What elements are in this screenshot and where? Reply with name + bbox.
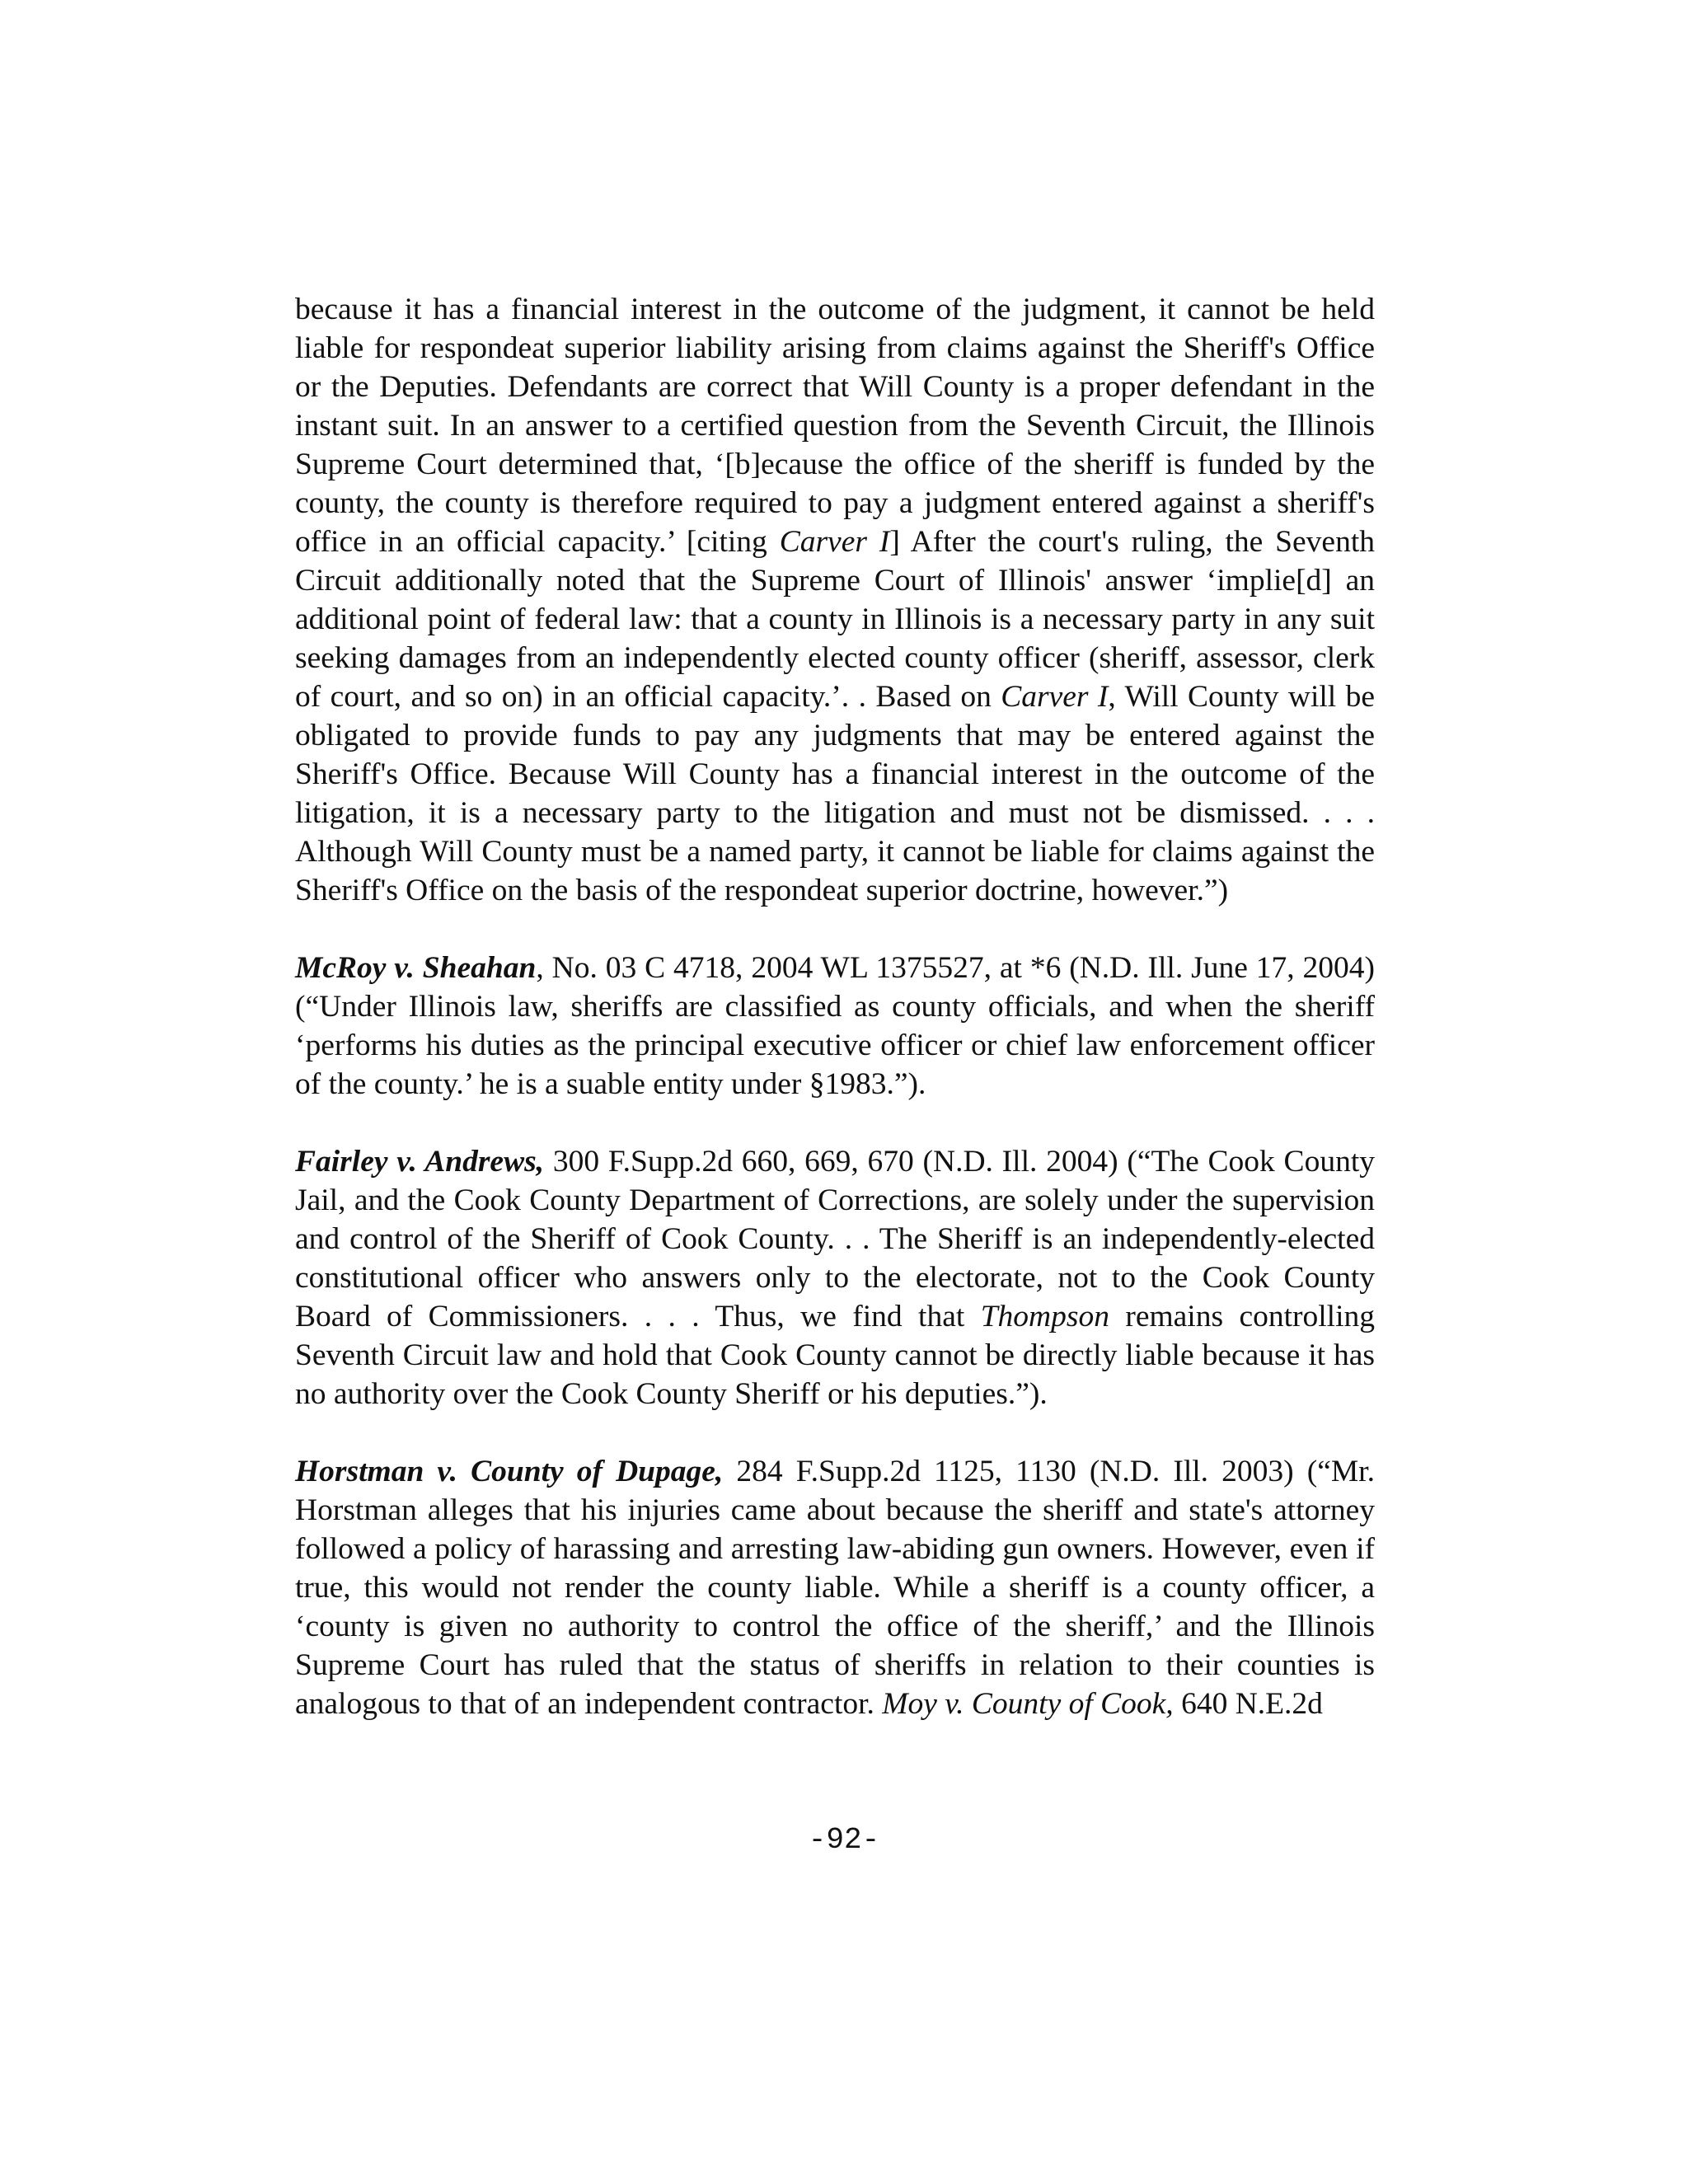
page-number: -92-	[808, 1823, 880, 1857]
paragraph-carver-quote	[295, 290, 1375, 910]
text-run: 300 F.Supp.2d 660, 669, 670 (N.D. Ill. 2004) (“The Cook County Jail, and the Cook County Department of Corrections, are solely under the supervision and control of the Sheriff of Cook County. . . The Sheriff is an independently-elected constitutional officer who answers only to the electorate, not to the Cook County Board of Commissioners. . . . Thus, we find that	[295, 1145, 1375, 1333]
paragraph-horstman	[295, 1452, 1375, 1723]
case-name-fairley: Fairley v. Andrews,	[295, 1145, 545, 1179]
case-citation-thompson: Thompson	[980, 1300, 1109, 1333]
case-citation-carver-i: Carver I	[1001, 680, 1109, 714]
text-run: remains controlling Seventh Circuit law and hold that Cook County cannot be directly liable because it has no authority over the Cook County Sheriff or his deputies.”).	[295, 1300, 1376, 1411]
text-run: ] After the court's ruling, the Seventh Circuit additionally noted that the Supreme Court of Illinois' answer ‘implie[d] an additional point of federal law: that a county in Illinois is a necessary party in any suit seeking damages from an independently elected county officer (sheriff, assessor, clerk of court, and so on) in an official capacity.’. . Based on	[295, 525, 1375, 714]
text-run: because it has a financial interest in the outcome of the judgment, it cannot be held liable for respondeat superior liability arising from claims against the Sheriff's Office or the Deputies. Defendants are correct that Will County is a proper defendant in the instant suit. In an answer to a certified question from the Seventh Circuit, the Illinois Supreme Court determined that, ‘[b]ecause the office of the sheriff is funded by the county, the county is therefore required to pay a judgment entered against a sheriff's office in an official capacity.’ [citing	[295, 293, 1375, 559]
case-citation-moy: Moy v. County of Cook,	[882, 1687, 1174, 1721]
paragraph-mcroy	[295, 949, 1375, 1104]
case-name-horstman: Horstman v. County of Dupage,	[295, 1455, 724, 1488]
paragraph-fairley	[295, 1142, 1375, 1413]
text-run: 640 N.E.2d	[1173, 1687, 1323, 1721]
case-citation-carver-i: Carver I	[779, 525, 890, 559]
text-run: 284 F.Supp.2d 1125, 1130 (N.D. Ill. 2003) (“Mr. Horstman alleges that his injuries came about because the sheriff and state's attorney followed a policy of harassing and arresting law-abiding gun owners. However, even if true, this would not render the county liable. While a sheriff is a county officer, a ‘county is given no authority to control the office of the sheriff,’ and the Illinois Supreme Court has ruled that the status of sheriffs in relation to their counties is analogous to that of an independent contractor.	[295, 1455, 1375, 1721]
text-run: , No. 03 C 4718, 2004 WL 1375527, at *6 (N.D. Ill. June 17, 2004) (“Under Illinois law, sheriffs are classified as county officials, and when the sheriff ‘performs his duties as the principal executive officer or chief law enforcement officer of the county.’ he is a suable entity under §1983.”).	[295, 951, 1376, 1101]
text-run: , Will County will be obligated to provide funds to pay any judgments that may be entered against the Sheriff's Office. Because Will County has a financial interest in the outcome of the litigation, it is a necessary party to the litigation and must not be dismissed. . . . Although Will County must be a named party, it cannot be liable for claims against the Sheriff's Office on the basis of the respondeat superior doctrine, however.”)	[295, 680, 1375, 907]
case-name-mcroy: McRoy v. Sheahan	[295, 951, 537, 985]
body-text	[295, 290, 1375, 1762]
